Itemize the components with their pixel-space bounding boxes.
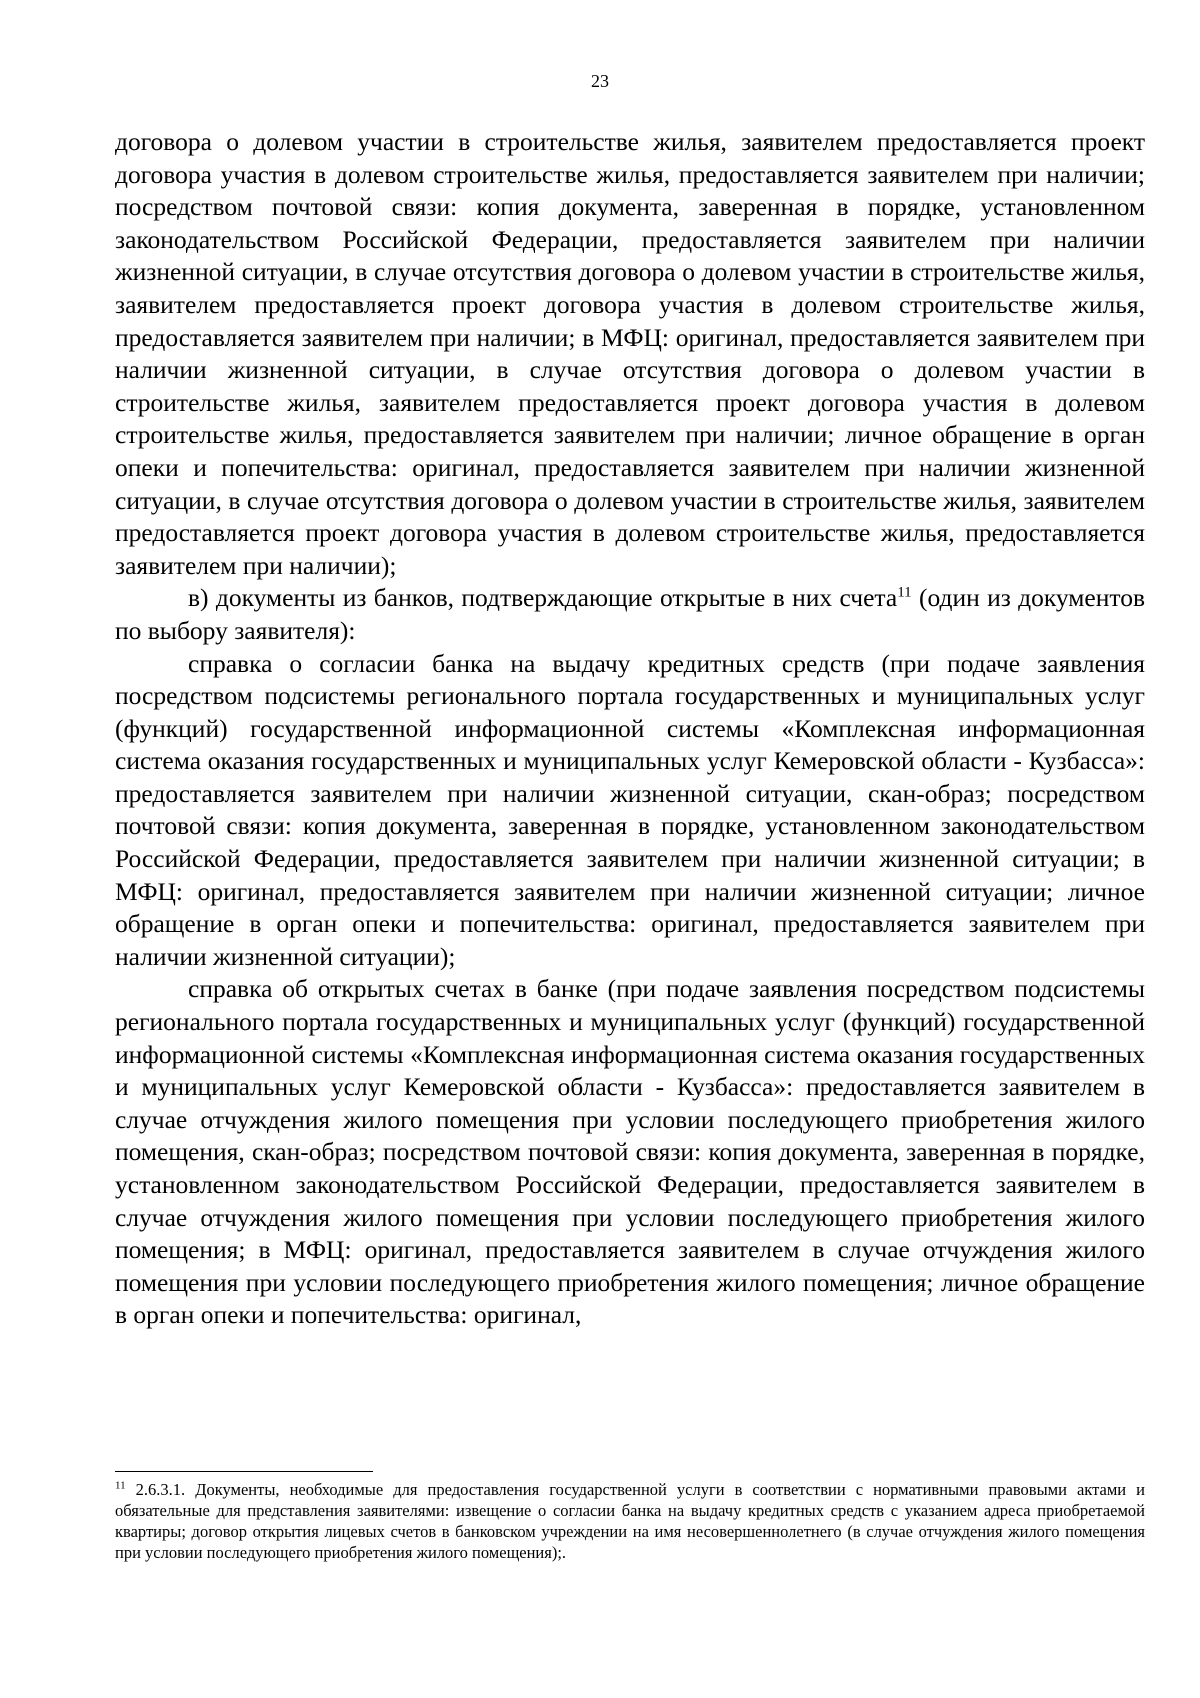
- footnote-reference[interactable]: 11: [897, 584, 912, 601]
- footnote-text: 2.6.3.1. Документы, необходимые для предоставления государственной услуги в соответствии с нормативными правовыми актами и обязательные для представления заявителями: извещение о согласии банка на выдачу кредитных средств с указанием адреса приобретаемой квартиры; договор открытия лицевых счетов в банковском учреждении на имя несовершеннолетнего (в случае отчуждения жилого помещения при условии последующего приобретения жилого помещения);.: [115, 1480, 1145, 1562]
- paragraph-open-accounts-certificate: справка об открытых счетах в банке (при подаче заявления посредством подсистемы регионального портала государственных и муниципальных услуг (функций) государственной информационной системы «Комплексная информационная система оказания государственных и муниципальных услуг Кемеровской области - Кузбасса»: предоставляется заявителем в случае отчуждения жилого помещения при условии последующего приобретения жилого помещения, скан-образ; посредством почтовой связи: копия документа, заверенная в порядке, установленном законодательством Российской Федерации, предоставляется заявителем в случае отчуждения жилого помещения при условии последующего приобретения жилого помещения; в МФЦ: оригинал, предоставляется заявителем в случае отчуждения жилого помещения при условии последующего приобретения жилого помещения; личное обращение в орган опеки и попечительства: оригинал,: [115, 974, 1145, 1330]
- paragraph-bank-consent-certificate: справка о согласии банка на выдачу кредитных средств (при подаче заявления посредством подсистемы регионального портала государственных и муниципальных услуг (функций) государственной информационной системы «Комплексная информационная система оказания государственных и муниципальных услуг Кемеровской области - Кузбасса»: предоставляется заявителем при наличии жизненной ситуации, скан-образ; посредством почтовой связи: копия документа, заверенная в порядке, установленном законодательством Российской Федерации, предоставляется заявителем при наличии жизненной ситуации; в МФЦ: оригинал, предоставляется заявителем при наличии жизненной ситуации; личное обращение в орган опеки и попечительства: оригинал, предоставляется заявителем при наличии жизненной ситуации);: [115, 648, 1145, 971]
- page-number: 23: [591, 71, 609, 91]
- document-body: [115, 126, 1145, 1332]
- footnote-separator: [115, 1471, 373, 1472]
- footnote: [115, 1479, 1145, 1563]
- footnote-marker: 11: [115, 1479, 126, 1492]
- paragraph-continuation: договора о долевом участии в строительстве жилья, заявителем предоставляется проект договора участия в долевом строительстве жилья, предоставляется заявителем при наличии; посредством почтовой связи: копия документа, заверенная в порядке, установленном законодательством Российской Федерации, предоставляется заявителем при наличии жизненной ситуации, в случае отсутствия договора о долевом участии в строительстве жилья, заявителем предоставляется проект договора участия в долевом строительстве жилья, предоставляется заявителем при наличии; в МФЦ: оригинал, предоставляется заявителем при наличии жизненной ситуации, в случае отсутствия договора о долевом участии в строительстве жилья, заявителем предоставляется проект договора участия в долевом строительстве жилья, предоставляется заявителем при наличии; личное обращение в орган опеки и попечительства: оригинал, предоставляется заявителем при наличии жизненной ситуации, в случае отсутствия договора о долевом участии в строительстве жилья, заявителем предоставляется проект договора участия в долевом строительстве жилья, предоставляется заявителем при наличии);: [115, 127, 1145, 580]
- paragraph-bank-documents-text-tail: (один из документов по выбору заявителя):: [115, 583, 1145, 645]
- paragraph-bank-documents: [115, 582, 1145, 647]
- paragraph-bank-documents-text: в) документы из банков, подтверждающие открытые в них счета: [188, 583, 898, 613]
